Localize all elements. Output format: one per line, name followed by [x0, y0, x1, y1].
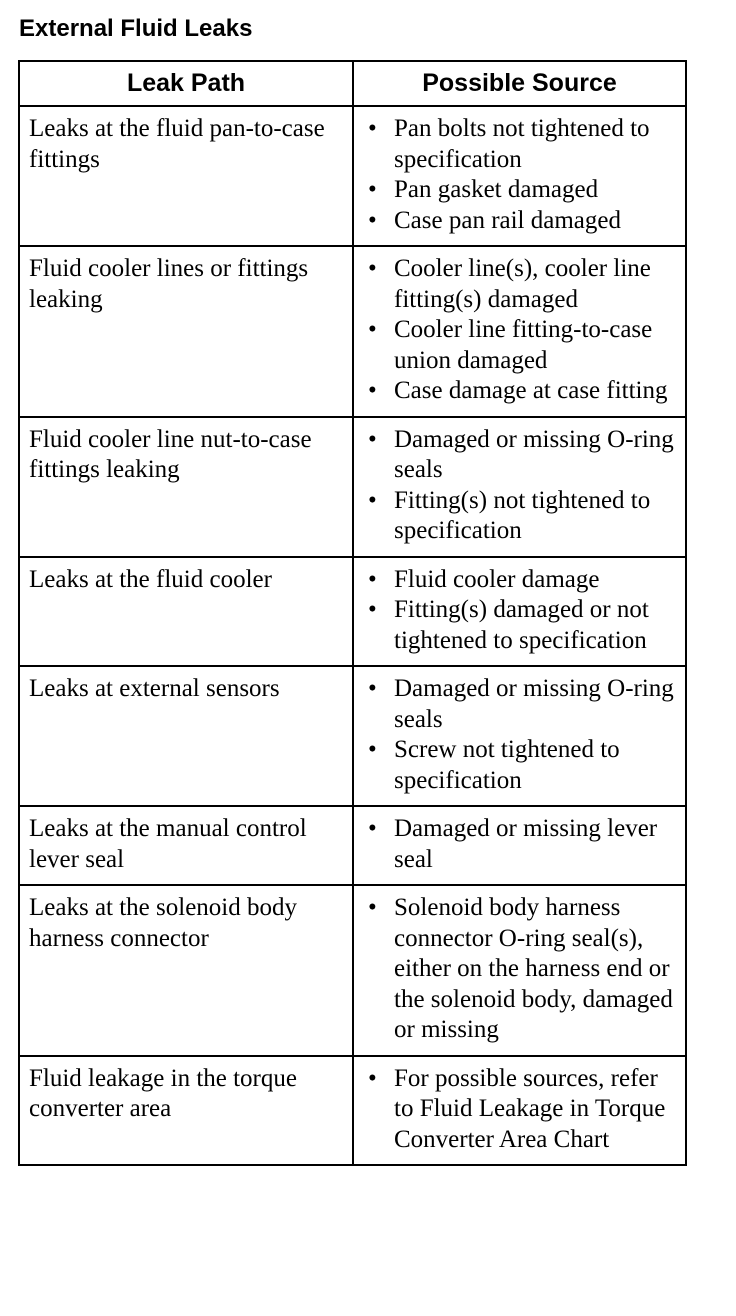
- page-title: External Fluid Leaks: [19, 15, 253, 42]
- possible-source-cell: [353, 557, 686, 667]
- possible-source-cell: [353, 106, 686, 246]
- leak-path-cell: Leaks at the fluid pan-to-case fittings: [19, 106, 353, 246]
- leak-path-cell: Leaks at the solenoid body harness connector: [19, 885, 353, 1056]
- source-list: [363, 565, 677, 657]
- leak-path-cell: Leaks at the manual control lever seal: [19, 806, 353, 885]
- source-item: • Fluid cooler damage: [394, 565, 677, 596]
- source-item: • Cooler line(s), cooler line fitting(s) damaged: [394, 254, 677, 315]
- source-item: • Fitting(s) damaged or not tightened to specification: [394, 595, 677, 656]
- possible-source-cell: [353, 666, 686, 806]
- table-body: [19, 106, 686, 1165]
- source-item: • Damaged or missing O-ring seals: [394, 425, 677, 486]
- header-row: [19, 61, 686, 106]
- table-row: [19, 417, 686, 557]
- source-list: [363, 425, 677, 547]
- source-item: • For possible sources, refer to Fluid Leakage in Torque Converter Area Chart: [394, 1064, 677, 1156]
- source-list: [363, 674, 677, 796]
- source-item: • Case damage at case fitting: [394, 376, 677, 407]
- possible-source-cell: [353, 885, 686, 1056]
- leak-path-cell: Fluid cooler lines or fittings leaking: [19, 246, 353, 417]
- source-list: [363, 1064, 677, 1156]
- possible-source-cell: [353, 246, 686, 417]
- source-item: • Pan gasket damaged: [394, 175, 677, 206]
- header-possible-source: Possible Source: [353, 61, 686, 106]
- source-item: • Case pan rail damaged: [394, 206, 677, 237]
- table-row: [19, 666, 686, 806]
- source-item: • Screw not tightened to specification: [394, 735, 677, 796]
- possible-source-cell: [353, 806, 686, 885]
- source-item: • Cooler line fitting-to-case union damaged: [394, 315, 677, 376]
- leak-path-cell: Fluid cooler line nut-to-case fittings leaking: [19, 417, 353, 557]
- source-item: • Damaged or missing lever seal: [394, 814, 677, 875]
- source-item: • Pan bolts not tightened to specification: [394, 114, 677, 175]
- leak-path-cell: Leaks at external sensors: [19, 666, 353, 806]
- leak-path-cell: Leaks at the fluid cooler: [19, 557, 353, 667]
- table-row: [19, 246, 686, 417]
- table-row: [19, 885, 686, 1056]
- leak-path-cell: Fluid leakage in the torque converter area: [19, 1056, 353, 1166]
- leaks-table: [18, 60, 687, 1166]
- table-row: [19, 806, 686, 885]
- possible-source-cell: [353, 417, 686, 557]
- source-list: [363, 814, 677, 875]
- source-item: • Solenoid body harness connector O-ring seal(s), either on the harness end or the solenoid body, damaged or missing: [394, 893, 677, 1046]
- source-item: • Damaged or missing O-ring seals: [394, 674, 677, 735]
- table-row: [19, 557, 686, 667]
- source-list: [363, 893, 677, 1046]
- header-leak-path: Leak Path: [19, 61, 353, 106]
- table-row: [19, 1056, 686, 1166]
- source-item: • Fitting(s) not tightened to specification: [394, 486, 677, 547]
- source-list: [363, 114, 677, 236]
- table-row: [19, 106, 686, 246]
- source-list: [363, 254, 677, 407]
- possible-source-cell: [353, 1056, 686, 1166]
